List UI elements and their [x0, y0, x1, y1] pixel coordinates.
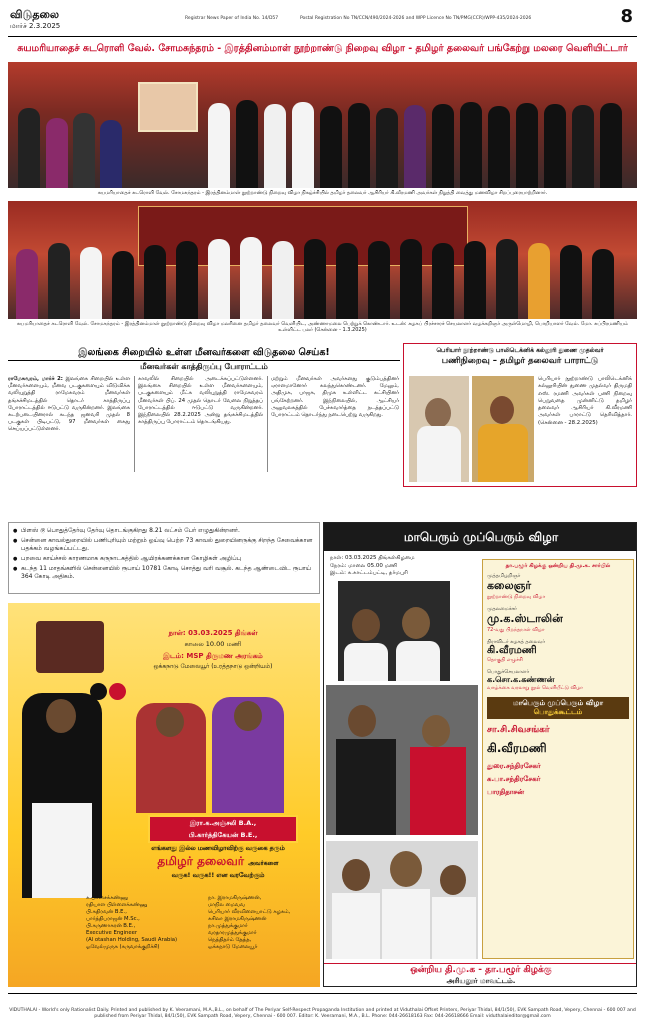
speakers-list [482, 559, 634, 959]
column-rule [134, 376, 135, 472]
brief-item: ● சென்னை காவல்துறையில் பணிபுரியும் மற்றும் ஓய்வு பெற்ற 73 காவல் துறையினருக்கு சிறந்த சேவைக்கான பதக்கம் வழங்கப்பட்டது. [13, 537, 315, 553]
story-headline: பணிநிறைவு – தமிழர் தலைவர் பாராட்டு [441, 356, 599, 366]
brief-item: ● கடந்த 11 மாதங்களில் சென்னையில் ரூபாய் 10781 கோடி சொத்து வரி வசூல். கடந்த ஆண்டைவிட ரூபாய் 364 கோடி அதிகம். [13, 565, 315, 581]
ad-title: மாபெரும் முப்பெரும் விழா [403, 530, 559, 544]
family-member: (Al otashan Holding, Saudi Arabia) [86, 937, 178, 943]
event-type-sub: பொதுக்கூட்டம் [533, 708, 583, 716]
family-member: ரதியாள பிள்ளைக்கண்ணு [86, 902, 148, 908]
speaker-name: கி.வீரமணி [487, 741, 547, 755]
ad-title-bar [324, 523, 637, 551]
speaker-sub: வாழ்க்கை வரலாறு நூல் வெளியீட்டு விழா [487, 685, 583, 691]
speaker-name: பாரதிதாசன் [487, 788, 525, 796]
family-member: நா. இராமகிருஷ்ணன், [208, 895, 262, 901]
event-type-title: மாபெரும் முப்பெரும் விழா [513, 699, 603, 707]
welcome-line: வருக! வருக!! என வரவேற்கும் [171, 872, 265, 879]
ad-right-footer [324, 963, 637, 987]
speaker-sub: நூற்றாண்டு நிறைவு விழா [487, 594, 546, 600]
footer-divider [8, 993, 637, 994]
family-member: Executive Engineer [86, 930, 138, 936]
family-member: ஒக்கநாடு மேலையூர் [208, 944, 258, 950]
news-briefs-box [8, 522, 320, 594]
retirement-story-box [403, 343, 637, 487]
family-member: பார்த்திபராஜன் M.Sc., [86, 916, 140, 922]
brief-item: ● பிளஸ் டூ பொதுத்தேர்வு தேர்வு தொடங்குகிறது 8.21 லட்சம் பேர் எழுதுகின்றனர். [13, 527, 315, 535]
speaker-name: மு.க.ஸ்டாலின் [487, 612, 563, 625]
speaker-name: கலைஞர் [487, 579, 532, 592]
speaker-tag: முத்தமிழறிஞர் [487, 573, 521, 579]
stalin-veeramani-photo [326, 685, 478, 835]
organizer-name: ஒன்றிய தி.மு.க - தா.பழூர் கிழக்கு [410, 965, 552, 975]
banner-headline: சுயமரியாதைச் சுடரொளி வேல். சோமசுந்தரம் - இரத்தினம்மாள் நூற்றாண்டு நிறைவு விழா - தமிழர் தலைவர் பங்கேற்று மலரை வெளியிட்டார் [8, 40, 637, 58]
leaders-group-photo [326, 841, 478, 959]
bride-figure [136, 703, 206, 813]
wedding-invitation-ad [8, 603, 320, 987]
speaker-name: க.பா.சந்திரசேகர் [487, 775, 541, 783]
family-member: பி.கதிரவன் B.E., [86, 909, 127, 915]
speaker-name: க.சொ.க.கண்ணன் [487, 675, 555, 684]
ad-time: காலை 10.00 மணி [184, 640, 242, 648]
family-left [86, 895, 196, 951]
bride-name: இரா.க.அஞ்சலி B.A., [189, 819, 257, 827]
family-member: க.பிச்சைக்கண்ணு [86, 895, 128, 901]
imprint-footer: VIDUTHALAI - World's only Rationalist Daily. Printed and published by K. Veeramani, M.A.,B.L., on behalf of The Periyar Self-Respect Propaganda Institution and printed at Viduthalai Offset Printers, Periyar Thidal, 84/1(50), EVK Sampath Road, Vepery, Chennai - 600 007 and published from Periyar Thidal, 84/1(50), EVK Sampath Road, Vepery, Chennai - 600 007. Editor: K. Veeramani, M.A., B.L. Phone: 044-26618163 Fax: 044-26618666 Email: viduthalaieditor@gmail.com [9, 1008, 636, 1019]
ad-date: நாள்: 03.03.2025 திங்கள் [168, 629, 258, 637]
brief-item: ● பறவை காய்ச்சல் காரணமாக கருநாடகத்தில் ஆயிரக்கணக்கான கோழிகள் அழிப்பு [13, 555, 315, 563]
event-photo-1 [8, 62, 637, 188]
event-type-box [487, 697, 629, 719]
postal-registration: Postal Registration No TN/CCN/490/2024-2026 and WPP Licence No TN/PMG(CCR)/WPP-435/2024-2026 [300, 16, 532, 21]
ad-venue: இடம்: MSP திருமண அரங்கம் [163, 652, 263, 660]
dmk-event-ad [323, 522, 637, 987]
ad-right-details [330, 555, 470, 578]
story-body: பெரியார் நூற்றாண்டு பாலிடெக்னிக் கல்லூரியின் துணை முதல்வர் திருமதி எஸ். ரமணி அவர்கள் பணி நிறைவு பெறுவதை முன்னிட்டு தமிழர் தலைவர் ஆசிரியர் கி.வீரமணி அவர்கள் பாராட்டு தெரிவித்தார். (சென்னை - 28.2.2025) [538, 376, 632, 426]
article-col-1 [8, 376, 130, 434]
leader-title: தமிழர் தலைவர் [157, 854, 244, 868]
speaker-tag: முதலமைச்சர் [487, 606, 517, 612]
invite-line: எங்களது இல்ல மணவிழாவிற்கு வருகை தரும் [151, 845, 285, 852]
registration-info: Registrar News Paper of India No. 14/D57 [185, 16, 279, 21]
family-member: நெத்திதர்ம் தேத்த, [208, 937, 252, 943]
speaker-item [487, 639, 629, 663]
honoree-photo [472, 376, 534, 482]
speaker-tag: திராவிடர் கழகத் தலைவர் [487, 639, 545, 645]
masthead-divider [8, 36, 637, 37]
leaders-portraits [36, 621, 104, 673]
ad-right-time: நேரம்: மாலை 05.00 மணி [330, 562, 398, 569]
family-member: சுசிலா இராமகிருஷ்ணன் [208, 916, 267, 922]
organizer-district: அரியலூர் மாவட்டம். [446, 977, 516, 985]
groom-figure [212, 697, 284, 813]
newspaper-name: விடுதலை [10, 8, 60, 21]
leader-suffix: அவர்களை [248, 860, 279, 867]
speaker-name: சா.சி.சிவசங்கர் [487, 725, 550, 735]
article-col-2: காவலில் சிறையில் அடைக்கப்பட்டுள்ளனர். இலங்கை சிறையில் உள்ள மீனவர்களையும், படகுகளையும் மீட்க வலியுறுத்தி ராமேசுவரம் மீனவர்கள் பிப். 24 முதல் தொடர் வேலை நிறுத்தப் போராட்டத்தில் ஈடுபட்டு வருகின்றனர். இந்நிலையில் 28.2.2025 அன்று தங்கச்சிமடத்தில் காத்திருப்பு போராட்டம் தொடங்கியது. [138, 376, 263, 426]
ad-right-date: நாள்: 03.03.2025 திங்கள்கிழமை [330, 555, 415, 561]
groom-name: பி.கார்த்திகேயன் B.E., [188, 831, 258, 839]
event-details [118, 629, 308, 671]
story-kicker: பெரியார் நூற்றாண்டு பாலிடெக்னிக் கல்லூரி துணை முதல்வர் [436, 347, 604, 354]
leader-photo [409, 376, 469, 482]
family-member: வரதாரமுத்துக்குமார் [208, 930, 257, 936]
speaker-item [487, 573, 629, 600]
leader-figure [22, 693, 102, 898]
family-right [208, 895, 316, 951]
speaker-tag: பொதுச்செயலாளர் [487, 669, 530, 675]
invitation-text [118, 845, 318, 880]
article-col-3: மற்றும் மீனவர்கள் அவர்களது குடும்பத்தினர் ஏராளமானோர் கலந்துகொண்டனர். மேலும், அதிமுக, பாஜக, திமுக உள்ளிட்ட கட்சியினர் பங்கேற்றனர். இந்நிலையில், ஆட்சியர் அலுவலகத்தில் பேச்சுவார்த்தை நடத்தப்பட்டு போராட்டம் தொடர்ந்து நடைபெற்று வருகிறது. [271, 376, 399, 419]
family-member: நா.முத்துக்குமார் [208, 923, 248, 929]
family-member: பி.கருணாகரன் B.E., [86, 923, 136, 929]
article-col-1-text: இலங்கை சிறையில் உள்ள மீனவர்களையும், மீனவ படகுகளையும் விடுவிக்க வலியுறுத்தி ராமேசுவரம் மீனவர்கள் தங்கச்சிமடத்தில் தொடர் காத்திருப்பு போராட்டத்தில் ஈடுபட்டு வருகின்றனர். இலங்கை கடற்படையினரால் கடந்த ஜனவரி முதல் 8 படகுகள் பிடிபட்டு, 97 மீனவர்கள் கைது செய்யப்பட்டுள்ளனர். [8, 376, 130, 433]
framed-portrait [138, 82, 198, 132]
ad-venue-sub: ஒக்கநாடு மேலையூர் (உரத்தநாடு ஒன்றியம்) [153, 663, 273, 670]
speaker-item [487, 669, 629, 691]
family-member: மாநில மைவவ [208, 902, 245, 908]
speaker-sub: 72-வது பிறந்தநாள் விழா [487, 627, 545, 633]
speakers-list-header: தா.பழூர் கிழக்கு ஒன்றிய தி.மு.க. சார்பில் [505, 563, 611, 569]
article-dateline: ராமேசுவரம், மார்ச் 2: [8, 376, 63, 382]
slogan-banner [8, 345, 400, 361]
column-rule [267, 376, 268, 472]
speaker-name: துரை.சந்திரசேகர் [487, 762, 541, 770]
speaker-item [487, 606, 629, 633]
slogan-subtitle: மீனவர்கள் காத்திருப்பு போராட்டம் [140, 362, 268, 371]
family-member: பெரியார் வீரவிளையாட்டு கழகம், [208, 909, 291, 915]
speaker-sub: தொகுதி எழுச்சி [487, 657, 523, 663]
issue-date: மார்ச் 2.3.2025 [10, 22, 61, 30]
couple-names-plate [148, 815, 298, 843]
event-photo-2 [8, 201, 637, 319]
speaker-name: கி.வீரமணி [487, 645, 537, 656]
photo-1-caption: சுயமரியாதைச் சுடரொளி வேல். சோமசுந்தரம் - இரத்தினம்மாள் நூற்றாண்டு நிறைவு விழா நிகழ்ச்சியில் தமிழர் தலைவர் ஆசிரியர் கி.வீரமணி அவர்கள் நிறுத்தி வைத்து மணவிழா சிறப்புரையாற்றினார். [97, 190, 548, 196]
news-briefs [13, 527, 315, 581]
kalaignar-photo [338, 581, 450, 681]
ad-right-venue: இடம்: க.காட்டம்பட்டி, தர்மபுரி [330, 570, 408, 576]
photo-2-caption: சுயமரியாதைச் சுடரொளி வேல். சோமசுந்தரம் - இரத்தினம்மாள் நூற்றாண்டு நிறைவு விழா மலரினை தமிழர் தலைவர் வெளியிட, அண்ணாமலை பெற்றுக் கொண்டார். உடன்: கழகப் பிரச்சாரச் செயலாளர் வழக்கறிஞர் அருள்மொழி, பொறியாளர் வேல். மோ. சுப்பிரமணியம் உள்ளிட்ட பலர் (சென்னை - 1.3.2025) [16, 321, 629, 333]
slogan-title: இலங்கை சிறையில் உள்ள மீனவர்களை விடுதலை செய்க! [78, 347, 330, 358]
family-member: ஓவேல்முருக (கருவாக்குறிச்சி) [86, 944, 160, 950]
page-number: 8 [620, 6, 633, 27]
